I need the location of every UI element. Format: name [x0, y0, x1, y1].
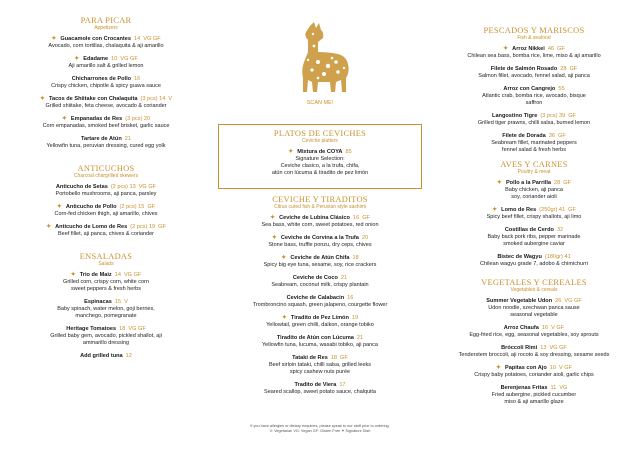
menu-item [428, 66, 640, 80]
dietary-tags: GF [557, 133, 566, 139]
menu-item [428, 227, 640, 248]
menu-item-description: Grilled baby gem, avocado, pickled shallot, aji [50, 333, 162, 339]
menu-item-price: 16 [134, 76, 141, 82]
menu-item-header [428, 325, 640, 332]
menu-item-price: 12 [125, 353, 132, 359]
menu-item [0, 353, 212, 360]
menu-item-description: ammarillo dressing [82, 340, 130, 346]
signature-star-icon: ✦ [281, 255, 287, 261]
menu-item-description: Yellowtail, green chilli, daikon, orange tobiko [266, 322, 374, 328]
menu-item-description: Baby spinach, water melon, goji berries, [57, 306, 155, 312]
menu-item-header [223, 149, 417, 156]
section-para-picar [0, 16, 212, 150]
signature-star-icon: ✦ [39, 96, 45, 102]
menu-item [214, 355, 426, 376]
section-ceviche-tiraditos [214, 195, 426, 396]
menu-item-header [428, 113, 640, 120]
menu-item-price: 21 [124, 136, 131, 142]
menu-item-description: Signature Selection: [295, 156, 345, 162]
menu-item-price: 13 [540, 345, 547, 351]
menu-item [0, 116, 212, 130]
dietary-tags: VG [559, 385, 568, 391]
menu-item [428, 345, 640, 359]
menu-item-description: Grilled corn, crispy corn, white corn [63, 279, 149, 285]
menu-item-name: Ceviche de Lubina Clásico [279, 215, 350, 221]
menu-item-description: manchego, pomegranate [75, 313, 137, 319]
menu-item-name: Filete de Salmón Rosado [490, 66, 558, 72]
menu-item-description: Sea bass, white corn, sweet potatoes, red onion [261, 222, 379, 228]
menu-item-header [428, 46, 640, 53]
dietary-tags: V GF [558, 365, 573, 371]
menu-item-description: Spicy big eye tuna, sesame, soy, rice crackers [263, 262, 377, 268]
menu-item-header [0, 224, 212, 231]
menu-item-header [428, 254, 640, 261]
footnote-allergy: If you have allergies or dietary enquiries, please speak to our staff prior to ordering. [250, 424, 390, 428]
menu-item-header [428, 385, 640, 392]
signature-star-icon: ✦ [270, 215, 276, 221]
menu-item-price: 14 [114, 272, 121, 278]
menu-item-name: Heritage Tomatoes [66, 326, 117, 332]
section-title: VEGETALES Y CEREALES [481, 278, 587, 287]
signature-star-icon: ✦ [74, 56, 80, 62]
menu-item-price: 36 [548, 133, 555, 139]
section-title: ANTICUCHOS [77, 164, 135, 173]
menu-item [428, 365, 640, 379]
menu-item [428, 133, 640, 154]
menu-item [428, 207, 640, 221]
dietary-tags: GF [362, 215, 370, 221]
menu-item-name: Langostino Tigre [492, 113, 538, 119]
menu-item-name: Ceviche de Atún Chifa [290, 255, 350, 261]
menu-item-description: Ceviche clasico, a la trufa, chifa, [280, 163, 360, 169]
signature-star-icon: ✦ [271, 235, 277, 241]
menu-item-name: Guacamole con Crocantes [60, 36, 131, 42]
menu-item-description: Spicy beef fillet, crispy shallots, aji limo [486, 214, 582, 220]
section-vegetales [428, 278, 640, 406]
menu-item-name: Ceviche de Calabacin [286, 295, 345, 301]
menu-item-header [0, 184, 212, 191]
menu-item-header [428, 298, 640, 305]
menu-item-header [428, 133, 640, 140]
menu-item [428, 298, 640, 319]
menu-item-name: Arroz Chaufa [503, 325, 539, 331]
menu-item-name: Mixtura de COYA [297, 149, 343, 155]
menu-item-header [0, 96, 212, 103]
menu-item-price: 10 [111, 56, 118, 62]
dietary-tags: GF [557, 46, 565, 52]
menu-item-price: 14 [133, 36, 141, 42]
menu-item [428, 46, 640, 60]
menu-item-description: Salmon fillet, avocado, fennel salad, aji panca [478, 73, 590, 79]
menu-item-price: 85 [345, 149, 352, 155]
dietary-tags: VG GF [123, 272, 142, 278]
menu-item-header [0, 136, 212, 143]
menu-item-price: (250gr) 41 [539, 207, 566, 213]
menu-item [428, 325, 640, 339]
menu-item-name: Summer Vegetable Udon [486, 298, 553, 304]
menu-item [0, 184, 212, 198]
menu-item-price: 21 [356, 335, 364, 341]
signature-star-icon: ✦ [496, 180, 502, 186]
menu-item-price: 16 [352, 215, 360, 221]
left-column [0, 0, 212, 366]
menu-item-price: 18 [352, 255, 359, 261]
llama-logo-icon [288, 22, 354, 96]
menu-item-description: atún con lúcuma & tiradito de pez limón [271, 170, 369, 176]
section-subtitle: Citrus cured fish & Peruvian style sashimi [274, 204, 366, 210]
menu-item-description: saffron [525, 100, 543, 106]
menu-item-description: Chilean sea bass, bomba rice, lime, miso & aji amarillo [467, 53, 601, 59]
menu-item [0, 36, 212, 50]
scan-me-label: SCAN ME! [306, 100, 334, 106]
menu-item-header [0, 56, 212, 63]
section-subtitle: Ceviche platters [302, 138, 338, 144]
dietary-tags: VG GF [138, 184, 157, 190]
menu-item-name: Lomo de Res [501, 207, 537, 213]
menu-item-description: Yellowfin tuna, peruvian dressing, cured egg yolk [46, 143, 166, 149]
dietary-tags: GF [568, 113, 576, 119]
menu-item [214, 335, 426, 349]
section-subtitle: Fish & seafood [517, 35, 551, 41]
dietary-tags: GF [563, 180, 572, 186]
signature-star-icon: ✦ [503, 46, 509, 52]
menu-item-description: fennel salad & fresh herbs [502, 147, 566, 153]
menu-item-description: Trombroncino squash, green jalapeno, courgette flower [252, 302, 388, 308]
menu-item-name: Bistec de Wagyu [497, 254, 542, 260]
menu-item-name: Edadame [83, 56, 109, 62]
signature-star-icon: ✦ [281, 315, 287, 321]
signature-star-icon: ✦ [51, 36, 57, 42]
menu-item-header [214, 215, 426, 222]
signature-star-icon: ✦ [70, 272, 76, 278]
menu-item-price: 17 [339, 382, 346, 388]
menu-item-price: 18 [330, 355, 338, 361]
menu-item-description: Corn-fed chicken thigh, aji amarillo, chives [54, 211, 158, 217]
menu-item-description: Seabream, coconut milk, crispy plantain [271, 282, 369, 288]
menu-item-price: 18 [119, 326, 126, 332]
section-aves [428, 160, 640, 268]
menu-item-header [0, 36, 212, 43]
section-subtitle: Appetizers [94, 25, 118, 31]
menu-item-header [214, 335, 426, 342]
menu-item-price: (2 pcs) 15 [119, 204, 145, 210]
menu-item-description: Seabream fillet, marinated peppers [491, 140, 577, 146]
signature-star-icon: ✦ [56, 204, 62, 210]
menu-item-header [214, 315, 426, 322]
menu-item [428, 385, 640, 406]
menu-item-price: 10 [549, 365, 556, 371]
signature-star-icon: ✦ [61, 116, 67, 122]
menu-item-price: 55 [558, 86, 565, 92]
menu-item-header [214, 235, 426, 242]
menu-item-header [428, 180, 640, 187]
menu-item [428, 180, 640, 201]
menu-item-name: Empanadas de Res [70, 116, 123, 122]
menu-item-description: Aji amarillo salt & grilled lemon [68, 63, 144, 69]
menu-item-description: Grilled shiitake, feta cheese, avocado & coriander [45, 103, 167, 109]
menu-item-price: (3 pcs) 39 [540, 113, 566, 119]
menu-item-price: 16 [347, 295, 354, 301]
menu-item-name: Tiradito de Pez Limón [290, 315, 349, 321]
menu-item-header [428, 86, 640, 93]
menu-item-header [0, 272, 212, 279]
menu-item-name: Arroz con Cangrejo [503, 86, 556, 92]
menu-item [214, 235, 426, 249]
menu-item [214, 315, 426, 329]
menu-item [0, 96, 212, 110]
menu-item [428, 113, 640, 127]
menu-item-name: Ceviche de Corvina a la Trufa [280, 235, 359, 241]
menu-item [214, 382, 426, 396]
menu-item-description: Crispy chicken, chipotle & spicy guava sauce [51, 83, 161, 89]
menu-item [428, 86, 640, 107]
section-title: ENSALADAS [79, 252, 133, 261]
menu-item [0, 136, 212, 150]
menu-item-header [428, 207, 640, 214]
menu-item-price: (3 pcs) 14 [140, 96, 166, 102]
menu-item [214, 255, 426, 269]
dietary-tags: VG GF [564, 298, 582, 304]
menu-item-price: (2 pcs) 19 [130, 224, 156, 230]
menu-item-name: Ceviche de Coco [292, 275, 338, 281]
menu-item-header [0, 299, 212, 306]
section-title: AVES Y CARNES [500, 160, 568, 169]
menu-item-name: Costillas de Cerdo [504, 227, 554, 233]
menu-item-price: 19 [351, 315, 359, 321]
menu-item [0, 56, 212, 70]
menu-item-header [0, 76, 212, 83]
menu-item [214, 275, 426, 289]
dietary-tags: VG GF [120, 56, 138, 62]
menu-item-description: Stone bass, truffle ponzu, dry ceps, chives [268, 242, 372, 248]
menu-item-name: Papitas con Ajo [504, 365, 547, 371]
dietary-tags: GF [568, 207, 576, 213]
section-title: PESCADOS Y MARISCOS [483, 26, 585, 35]
menu-item-price: 16 [541, 325, 549, 331]
menu-item-name: Anticucho de Lomo de Res [55, 224, 128, 230]
menu-item-header [428, 227, 640, 234]
menu-item-header [0, 326, 212, 333]
menu-item-description: spicy cashew nuts purée [289, 369, 351, 375]
dietary-tags: V [168, 96, 173, 102]
menu-item-name: Espinacas [84, 299, 112, 305]
section-subtitle: Vegetables & cereals [510, 287, 558, 293]
menu-item-name: Tacos de Shiitake con Chalaquita [48, 96, 138, 102]
menu-item-price: 46 [547, 46, 555, 52]
menu-item-name: Pollo a la Parrilla [505, 180, 552, 186]
menu-item-price: 28 [554, 180, 561, 186]
menu-item-description: Crispy baby potatoes, coriander aioli, garlic chips [474, 372, 594, 378]
menu-item-name: Anticucho de Pollo [65, 204, 117, 210]
menu-item-description: seasonal vegetable [510, 312, 558, 318]
menu-item-name: Berenjenas Fritas [500, 385, 548, 391]
menu-item [0, 76, 212, 90]
signature-star-icon: ✦ [492, 207, 498, 213]
section-title: CEVICHE Y TIRADITOS [272, 195, 368, 204]
menu-item-header [0, 116, 212, 123]
menu-item-price: 32 [556, 227, 564, 233]
menu-item-name: Add grilled tuna [80, 353, 123, 359]
menu-item [0, 326, 212, 347]
dietary-tags: V [124, 299, 128, 305]
menu-item-name: Trio de Maiz [79, 272, 112, 278]
menu-item-description: Portobello mushrooms, aji panca, parsley [55, 191, 157, 197]
section-pescados [428, 26, 640, 154]
menu-item [223, 149, 417, 177]
menu-item-price: 11 [550, 385, 557, 391]
menu-item-description: Tenderstem broccoli, aji rocoto & soy dressing, sesame seeds [458, 352, 610, 358]
menu-item-name: Tiradito de Atún con Lúcuma [276, 335, 354, 341]
menu-item-description: Egg-fried rice, egg, seasonal vegetables, soy sprouts [469, 332, 599, 338]
menu-item [0, 299, 212, 320]
menu-item-price: 21 [340, 275, 348, 281]
menu-item-description: Avocado, corn tortillas, chalaquita & aji amarillo [48, 43, 164, 49]
dietary-tags: V GF [551, 325, 565, 331]
menu-item-description: miso & aji amarillo glaze [504, 399, 564, 405]
section-title: PARA PICAR [80, 16, 132, 25]
menu-item-header [428, 66, 640, 73]
menu-item-description: Atlantic crab, bomba rice, avocado, bisque [482, 93, 586, 99]
menu-item-description: Udon noodle, szechwan panca sause [488, 305, 580, 311]
menu-item-header [214, 275, 426, 282]
section-subtitle: Salads [98, 261, 114, 267]
section-ensaladas [0, 252, 212, 360]
menu-item-header [428, 345, 640, 352]
menu-item-header [214, 382, 426, 389]
signature-star-icon: ✦ [46, 224, 52, 230]
dietary-tags: GF [147, 204, 156, 210]
menu-item-name: Tartare de Atún [81, 136, 122, 142]
menu-item-price: 26 [555, 298, 562, 304]
menu-item-description: Beef fillet, aji panca, chives & coriander [58, 231, 154, 237]
menu-item [0, 272, 212, 293]
menu-item-header [428, 365, 640, 372]
footnote [214, 424, 426, 434]
menu-item-name: Tradito de Viera [294, 382, 337, 388]
menu-item-price: 20 [361, 235, 369, 241]
section-subtitle: Poultry & meat [517, 169, 551, 175]
section-platos-ceviches [223, 129, 417, 177]
dietary-tags: GF [569, 66, 578, 72]
menu-item-price: (2 pcs) 13 [110, 184, 136, 190]
signature-star-icon: ✦ [288, 149, 294, 155]
menu-item-price: 15 [114, 299, 122, 305]
menu-item-description: Grilled tiger prawns, chilli salsa, burned lemon [477, 120, 591, 126]
menu-item [0, 204, 212, 218]
menu-item-description: Baby back pork ribs, pepper marinade [487, 234, 581, 240]
menu-item [214, 295, 426, 309]
menu-item-price: 28 [560, 66, 567, 72]
menu-item-description: Fried aubergine, pickled cucumber [491, 392, 577, 398]
menu-item-header [214, 295, 426, 302]
dietary-tags: GF [158, 224, 166, 230]
menu-item [428, 254, 640, 268]
menu-item-header [0, 204, 212, 211]
footnote-legend: V: Vegetarian VG: Vegan GF: Gluten Free ✦ Signature Dish [269, 429, 371, 433]
menu-item-description: Baby chicken, aji panca [505, 187, 563, 193]
menu-item-name: Bróccoli Rimi [501, 345, 538, 351]
menu-item-name: Anticucho de Setas [55, 184, 108, 190]
menu-item-description: smoked aubergine caviar [503, 241, 565, 247]
dietary-tags: VG GF [128, 326, 146, 332]
menu-item-description: Seared scallop, sweet potato sauce, chalquita [264, 389, 376, 395]
right-column [428, 0, 640, 412]
menu-item-header [214, 255, 426, 262]
menu-item-header [214, 355, 426, 362]
menu-item-description: Beef sirloin tataki, chilli salsa, grilled leeks [268, 362, 372, 368]
menu-item-description: Chilean wagyu grade 7, adobo & chimichurri [480, 261, 588, 267]
menu-item-name: Arroz Nikkei [512, 46, 545, 52]
section-anticuchos [0, 164, 212, 238]
menu-item-description: sweet peppers & fresh herbs [70, 286, 141, 292]
menu-item [0, 224, 212, 238]
section-title: PLATOS DE CEVICHES [273, 129, 367, 138]
menu-item-header [0, 353, 212, 360]
menu-item-description: Corn empanadas, smoked beef brisket, garlic sauce [42, 123, 170, 129]
menu-item [214, 215, 426, 229]
menu-item-price: (3 pcs) 20 [125, 116, 151, 122]
menu-item-name: Chicharrones de Pollo [71, 76, 132, 82]
ceviche-platters-box [218, 124, 422, 189]
menu-item-price: (180gr) 41 [544, 254, 571, 260]
dietary-tags: VG GF [549, 345, 567, 351]
menu-item-description: Yellowfin tuna, lucuma, wasabi tobiko, aji panca [262, 342, 378, 348]
menu-item-description: soy, coriander aioli [511, 194, 557, 200]
menu-item-name: Tataki de Res [292, 355, 328, 361]
menu-item-name: Filete de Dorada [502, 133, 546, 139]
dietary-tags: VG GF [143, 36, 161, 42]
signature-star-icon: ✦ [495, 365, 501, 371]
section-subtitle: Charcoal chargrilled skewers [73, 173, 139, 179]
dietary-tags: GF [340, 355, 348, 361]
